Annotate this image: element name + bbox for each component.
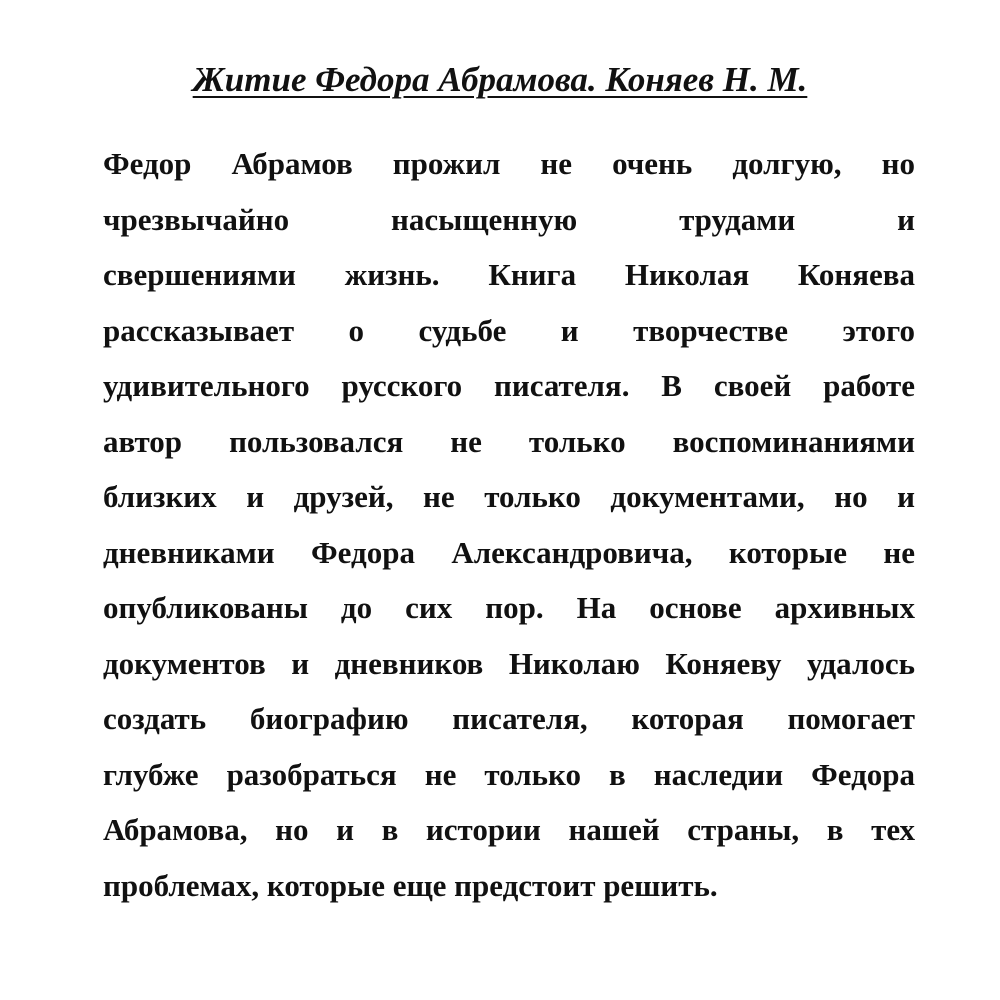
body-line: близких и друзей, не только документами, но и: [103, 479, 915, 514]
document-body: [103, 136, 915, 913]
body-line: дневниками Федора Александровича, которые не: [103, 534, 915, 570]
body-line: чрезвычайно насыщенную трудами и: [103, 201, 915, 237]
body-line: глубже разобраться не только в наследии Федора: [103, 756, 915, 792]
body-line: документов и дневников Николаю Коняеву удалось: [103, 645, 915, 681]
body-line: свершениями жизнь. Книга Николая Коняева: [103, 257, 915, 292]
body-line: Абрамова, но и в истории нашей страны, в тех: [103, 812, 915, 847]
body-line: автор пользовался не только воспоминаниями: [103, 423, 915, 459]
body-line-last: проблемах, которые еще предстоит решить.: [103, 867, 718, 903]
document-title: [0, 58, 1000, 102]
body-line: создать биографию писателя, которая помогает: [103, 701, 915, 736]
body-line: удивительного русского писателя. В своей работе: [103, 368, 915, 403]
body-line: Федор Абрамов прожил не очень долгую, но: [103, 146, 915, 181]
document-title-text: Житие Федора Абрамова. Коняев Н. М.: [192, 60, 808, 99]
body-line: рассказывает о судьбе и творчестве этого: [103, 312, 915, 348]
body-line: опубликованы до сих пор. На основе архивных: [103, 590, 915, 625]
